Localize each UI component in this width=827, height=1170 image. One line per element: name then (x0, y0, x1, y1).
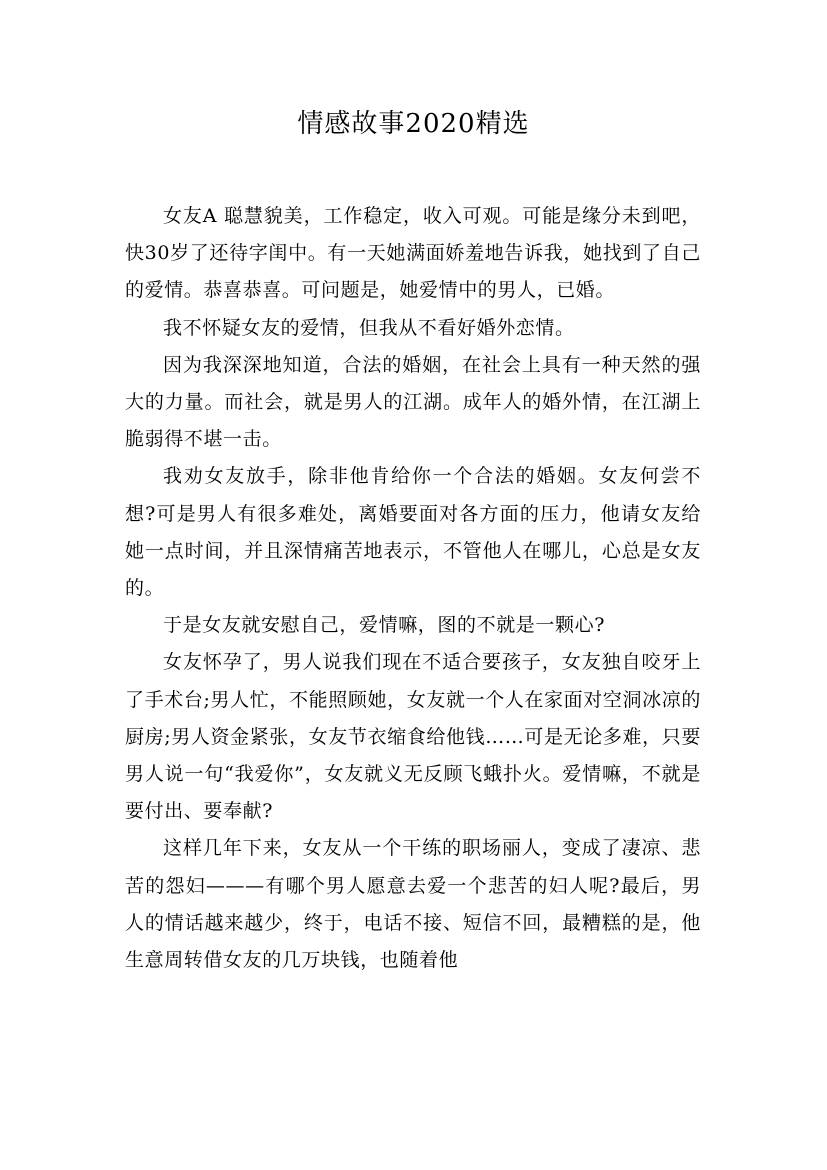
paragraph: 于是女友就安慰自己，爱情嘛，图的不就是一颗心? (163, 614, 605, 637)
paragraph: 女友A 聪慧貌美，工作稳定，收入可观。可能是缘分未到吧，快30岁了还待字闺中。有一天她满面娇羞地告诉我，她找到了自己的爱情。恭喜恭喜。可问题是，她爱情中的男人，已婚。 (125, 205, 701, 302)
paragraph: 因为我深深地知道，合法的婚姻，在社会上具有一种天然的强大的力量。而社会，就是男人的江湖。成年人的婚外情，在江湖上脆弱得不堪一击。 (125, 353, 701, 451)
document-title: 情感故事2020精选 (297, 109, 530, 139)
paragraph: 我劝女友放手，除非他肯给你一个合法的婚姻。女友何尝不想?可是男人有很多难处，离婚要面对各方面的压力，他请女友给她一点时间，并且深情痛苦地表示，不管他人在哪儿，心总是女友的。 (125, 465, 701, 600)
document-body (125, 198, 701, 979)
paragraph: 这样几年下来，女友从一个干练的职场丽人，变成了凄凉、悲苦的怨妇———有哪个男人愿意去爱一个悲苦的妇人呢?最后，男人的情话越来越少，终于，电话不接、短信不回，最糟糕的是，他生意周转借女友的几万块钱，也随着他 (125, 837, 701, 972)
paragraph: 女友怀孕了，男人说我们现在不适合要孩子，女友独自咬牙上了手术台;男人忙，不能照顾她，女友就一个人在家面对空洞冰凉的厨房;男人资金紧张，女友节衣缩食给他钱……可是无论多难，只要男人说一句“我爱你”，女友就义无反顾飞蛾扑火。爱情嘛，不就是要付出、要奉献? (125, 651, 701, 823)
paragraph: 我不怀疑女友的爱情，但我从不看好婚外恋情。 (163, 316, 575, 339)
